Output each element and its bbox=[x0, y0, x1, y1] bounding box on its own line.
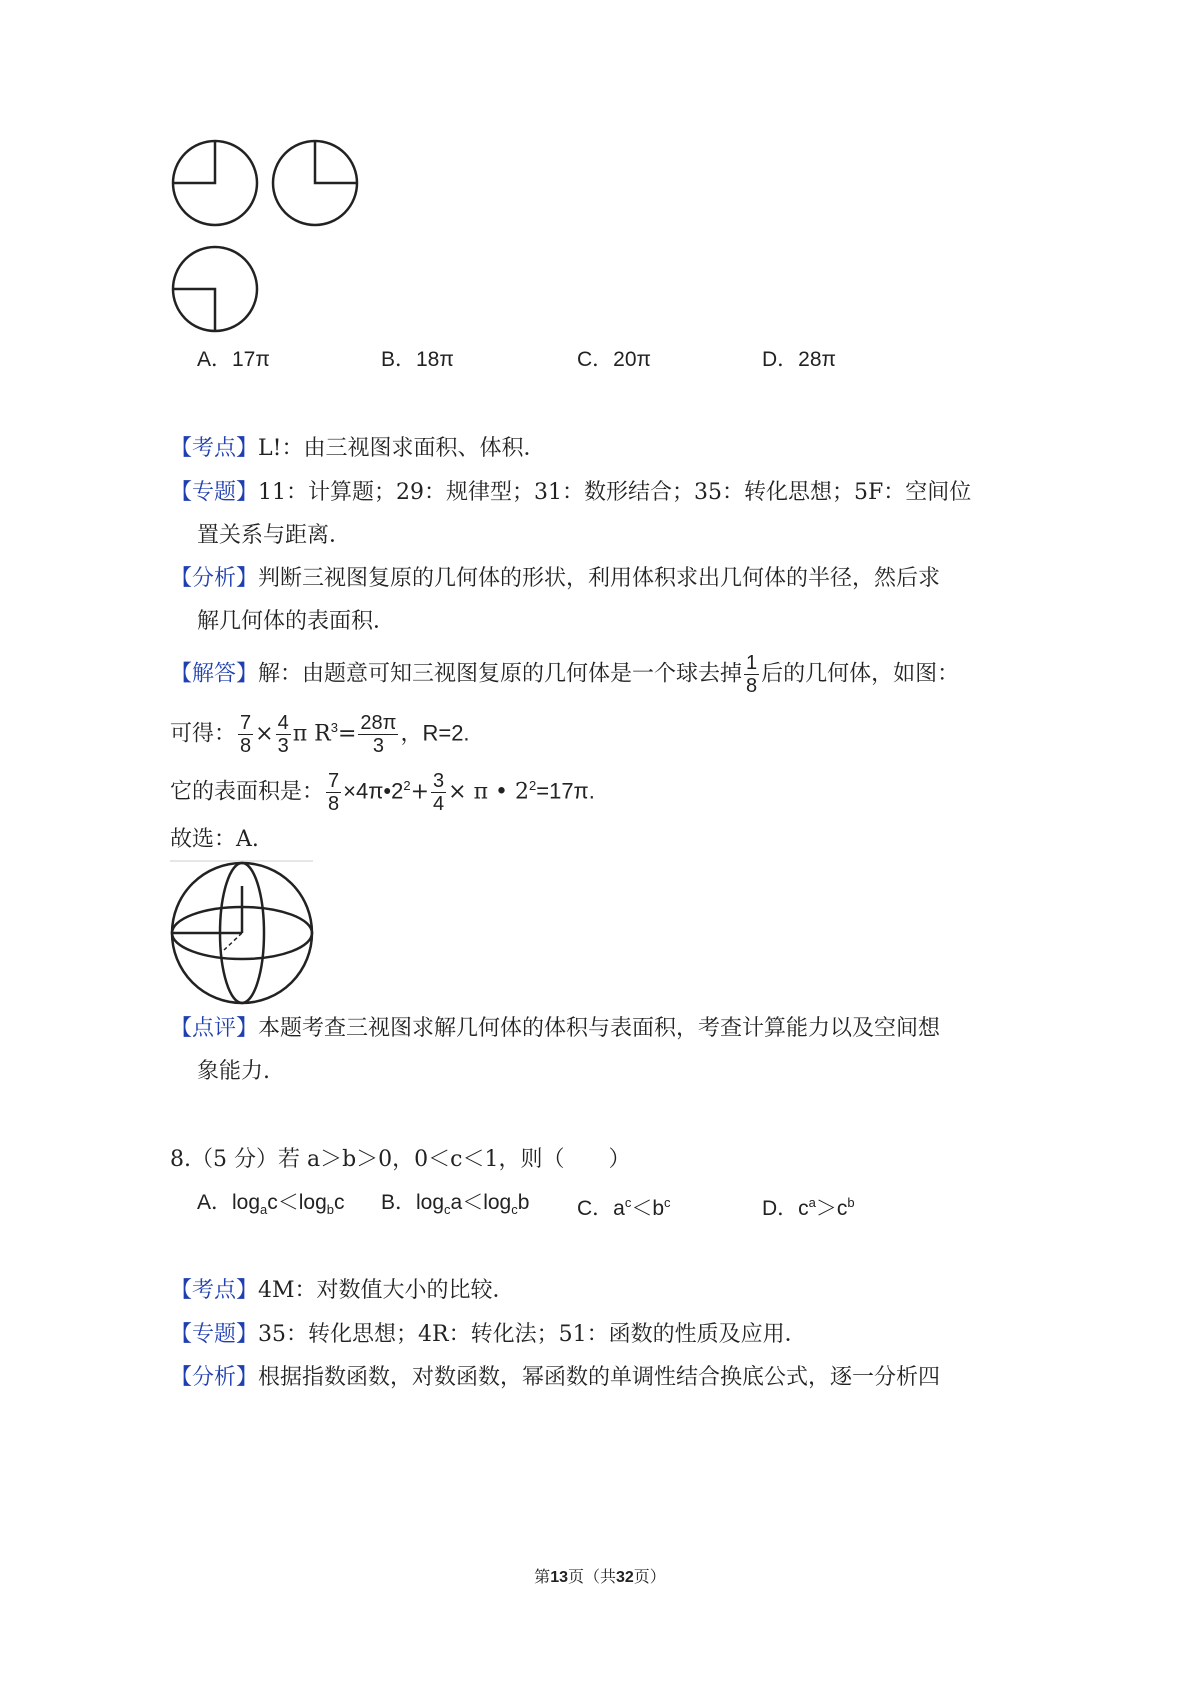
zhuanti-line bbox=[170, 478, 971, 508]
sphere-figure bbox=[165, 858, 320, 1010]
zhuanti-text: 11：计算题；29：规律型；31：数形结合；35：转化思想；5F：空间位 bbox=[258, 480, 972, 505]
zhuanti-tag: 【专题】 bbox=[170, 480, 259, 505]
hidden-edge-1 bbox=[224, 933, 242, 950]
dianping-text: 本题考查三视图求解几何体的体积与表面积，考查计算能力以及空间想 bbox=[258, 1016, 941, 1041]
option-c: C．20π bbox=[577, 348, 652, 371]
q8-kaodian-line bbox=[170, 1276, 515, 1306]
q8-option-a: A．$\log_ac<\log_bc$ bbox=[197, 1191, 345, 1218]
fenxi-text: 判断三视图复原的几何体的形状，利用体积求出几何体的半径，然后求 bbox=[258, 566, 941, 591]
fraction-one-eighth: $\frac{1}{8}$ bbox=[746, 652, 758, 697]
total-pages: 32 bbox=[616, 1569, 634, 1586]
q8-zhuanti-line bbox=[170, 1320, 807, 1350]
kaodian-tag: 【考点】 bbox=[170, 436, 259, 461]
q8-kaodian-tag: 【考点】 bbox=[170, 1278, 259, 1303]
fraction-four-thirds: $\frac{4}{3}$ bbox=[277, 712, 289, 757]
zhuanti-line-2: 置关系与距离． bbox=[197, 523, 352, 548]
q8-zhuanti-text: 35：转化思想；4R：转化法；51：函数的性质及应用． bbox=[258, 1322, 807, 1347]
q8-zhuanti-tag: 【专题】 bbox=[170, 1322, 259, 1347]
fraction-28pi-thirds: $\frac{28\pi}{3}$ bbox=[360, 712, 397, 757]
fraction-three-quarters: $\frac{3}{4}$ bbox=[433, 770, 445, 815]
q8-fenxi-text: 根据指数函数，对数函数，幂函数的单调性结合换底公式，逐一分析四 bbox=[258, 1365, 941, 1390]
q8-option-b: B．$\log_ca<\log_cb$ bbox=[381, 1191, 530, 1218]
q8-stem: 8.（5 分）若 a＞b＞0，0＜c＜1，则（ ） bbox=[170, 1147, 631, 1172]
dianping-line bbox=[170, 1014, 940, 1044]
fraction-seven-eighths: $\frac{7}{8}$ bbox=[240, 712, 252, 757]
page-footer: 第13页（共32页） bbox=[534, 1567, 666, 1586]
dianping-tag: 【点评】 bbox=[170, 1016, 259, 1041]
three-view-figure bbox=[170, 135, 370, 340]
jieda-line bbox=[170, 652, 959, 697]
kaodian-text: L!：由三视图求面积、体积． bbox=[258, 436, 546, 461]
q8-option-c: C．$a^c<b^c$ bbox=[577, 1195, 671, 1220]
fenxi-tag: 【分析】 bbox=[170, 566, 259, 591]
option-d: D．28π bbox=[762, 348, 837, 371]
jieda-tag: 【解答】 bbox=[170, 661, 259, 687]
area-line: 它的表面积是： $\frac{7}{8}$ $\times 4\pi•2^2+$ $\frac{3}{4}$ × π • $2^2=17\pi$. bbox=[170, 770, 595, 815]
kaodian-line bbox=[170, 434, 545, 464]
q8-kaodian-text: 4M：对数值大小的比较． bbox=[258, 1278, 515, 1303]
dianping-line-2: 象能力. bbox=[197, 1059, 270, 1084]
option-a: A．17π bbox=[197, 348, 270, 371]
fenxi-line bbox=[170, 564, 940, 594]
current-page: 13 bbox=[550, 1569, 568, 1586]
jieda-text-a: 解：由题意可知三视图复原的几何体是一个球去掉 bbox=[258, 661, 743, 687]
guxuan-line: 故选：A. bbox=[170, 827, 259, 852]
fraction-seven-eighths-2: $\frac{7}{8}$ bbox=[328, 770, 340, 815]
fenxi-line-2: 解几何体的表面积． bbox=[197, 609, 396, 634]
option-b: B．18π bbox=[381, 348, 454, 371]
kede-line: 可得： $\frac{7}{8}$ × $\frac{4}{3}$ π $R^3=$ $\frac{28\pi}{3}$ ，R=2. bbox=[170, 712, 470, 757]
q8-option-d: D．$c^a>c^b$ bbox=[762, 1195, 855, 1220]
q8-fenxi-line bbox=[170, 1363, 940, 1393]
jieda-text-b: 后的几何体，如图： bbox=[761, 661, 960, 687]
q8-fenxi-tag: 【分析】 bbox=[170, 1365, 259, 1390]
